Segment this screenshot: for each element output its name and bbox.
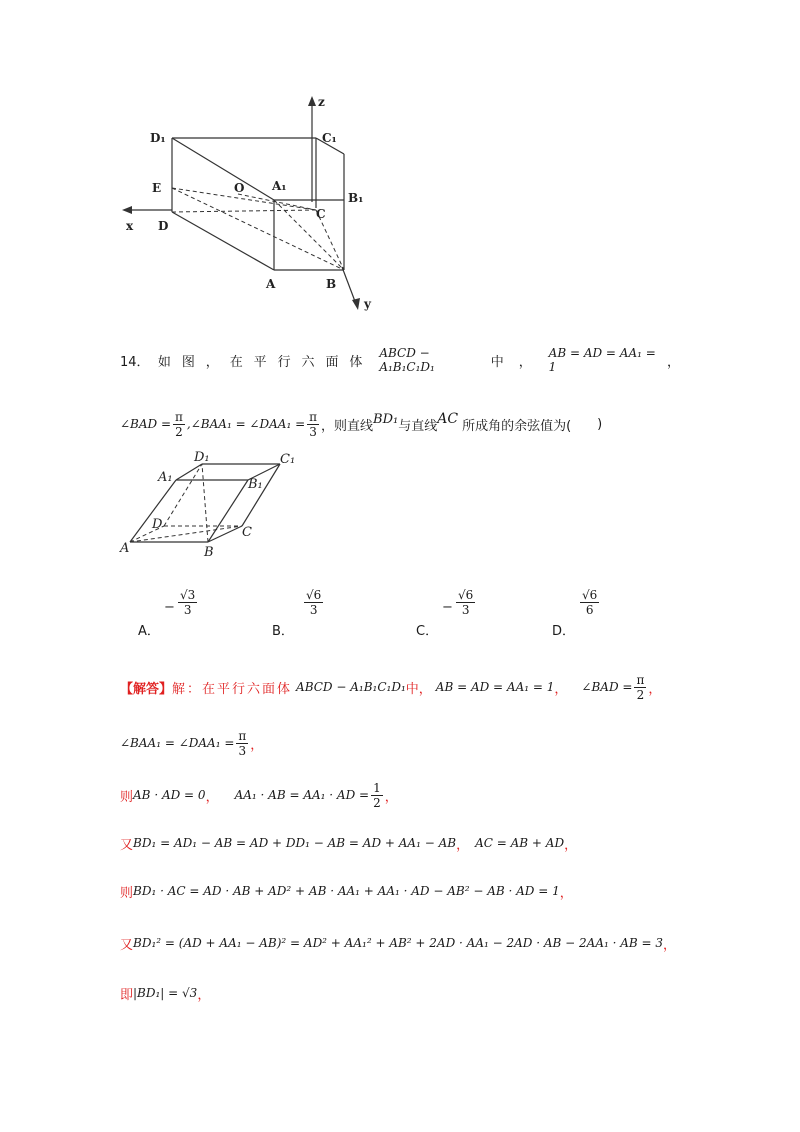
label-y: y bbox=[364, 297, 371, 311]
stem-end-comma: ， bbox=[666, 354, 680, 370]
label-x: x bbox=[126, 219, 134, 233]
question-number: 14． bbox=[120, 354, 150, 370]
option-d[interactable]: D． $\frac{√6}{6}$ bbox=[552, 588, 598, 639]
label-A1: A₁ bbox=[272, 179, 287, 193]
solution-dot-product: BD₁ · AC = AD · AB + AD² + AB · AA₁ + AA₁ · AD − AB² − AB · AD = 1 bbox=[133, 884, 560, 898]
option-b-value: $\frac{√6}{3}$ bbox=[306, 588, 322, 617]
stem-char: 行 bbox=[277, 354, 291, 370]
solution-comma-2: ， bbox=[648, 681, 662, 697]
option-d-value: $\frac{√6}{6}$ bbox=[582, 588, 598, 617]
label-B: B bbox=[204, 545, 214, 560]
given-lengths: AB = AD = AA₁ = 1 bbox=[548, 346, 656, 374]
label-D: D bbox=[152, 517, 163, 532]
stem-char: 在 bbox=[229, 354, 243, 370]
figure-parallelepiped bbox=[118, 448, 308, 560]
pi-over-2: $\frac{\pi}{2}$ bbox=[175, 409, 183, 439]
solution-zhong: 中， bbox=[405, 681, 432, 697]
solution-you-2: 又 bbox=[120, 937, 134, 953]
line-bd1: BD₁ bbox=[373, 411, 399, 427]
label-D: D bbox=[158, 219, 169, 233]
solution-comma-7: ， bbox=[564, 837, 578, 853]
solution-ze-2: 则 bbox=[120, 885, 134, 901]
solution-pi-over-2: $\frac{\pi}{2}$ bbox=[636, 672, 645, 702]
question-line-1 bbox=[120, 348, 680, 372]
label-A: A bbox=[120, 541, 130, 556]
label-z: z bbox=[318, 95, 325, 109]
label-E: E bbox=[152, 181, 162, 195]
label-C: C bbox=[242, 525, 252, 540]
solution-line-3 bbox=[120, 776, 398, 814]
option-c[interactable]: C． − $\frac{√6}{3}$ bbox=[416, 588, 474, 639]
solution-line-5 bbox=[120, 878, 573, 904]
question-line-2 bbox=[120, 404, 602, 444]
stem-char: 如 bbox=[157, 354, 171, 370]
ask-text-1: ，则直线 bbox=[321, 418, 374, 434]
label-A1: A₁ bbox=[158, 470, 173, 485]
option-a[interactable]: A． − $\frac{√3}{3}$ bbox=[138, 588, 196, 639]
solution-angles: ∠BAA₁ = ∠DAA₁ = bbox=[120, 736, 235, 750]
stem-zhong: 中 bbox=[490, 354, 504, 370]
solution-bd1-vector: BD₁ = AD₁ − AB = AD + DD₁ − AB = AD + AA₁ − AB bbox=[133, 836, 457, 850]
solution-comma-9: ， bbox=[663, 937, 677, 953]
solution-comma-1: ， bbox=[554, 681, 568, 697]
solution-intro: 解：在平行六面体 bbox=[172, 681, 293, 697]
solution-line-2 bbox=[120, 724, 263, 762]
stem-comma: ， bbox=[518, 354, 532, 370]
pi-over-3: $\frac{\pi}{3}$ bbox=[309, 409, 318, 439]
label-C1: C₁ bbox=[280, 452, 296, 467]
solution-you-1: 又 bbox=[120, 837, 134, 853]
solid-name: ABCD − A₁B₁C₁D₁ bbox=[379, 346, 435, 374]
stem-char: 体 bbox=[349, 354, 363, 370]
solution-dot-zero: AB · AD = 0 bbox=[133, 788, 206, 802]
line-ac: AC bbox=[437, 411, 459, 427]
stem-char: 面 bbox=[325, 354, 339, 370]
option-a-value: $\frac{√3}{3}$ bbox=[180, 588, 196, 617]
label-C1: C₁ bbox=[322, 131, 337, 145]
solution-square: BD₁² = (AD + AA₁ − AB)² = AD² + AA₁² + AB² + 2AD · AA₁ − 2AD · AB − 2AA₁ · AB = 3 bbox=[133, 936, 664, 950]
angle-baa1-daa1: ,∠BAA₁ = ∠DAA₁ = bbox=[186, 417, 306, 431]
label-B1: B₁ bbox=[248, 477, 263, 492]
stem-char: ， bbox=[205, 354, 219, 370]
solution-one-half: $\frac{1}{2}$ bbox=[373, 780, 381, 810]
ask-text-2: 与直线 bbox=[398, 418, 438, 434]
solution-line-4 bbox=[120, 830, 577, 856]
solution-ze-1: 则 bbox=[120, 789, 134, 805]
solution-comma-10: ， bbox=[197, 987, 211, 1003]
solution-abs: |BD₁| = √3 bbox=[133, 986, 198, 1000]
stem-char: 平 bbox=[253, 354, 267, 370]
solution-line-7 bbox=[120, 980, 210, 1006]
label-D1: D₁ bbox=[194, 450, 210, 465]
ask-text-3: 所成角的余弦值为( bbox=[462, 418, 572, 434]
solution-comma-5: ， bbox=[384, 789, 398, 805]
figure-coordinate-prism bbox=[120, 90, 400, 330]
solution-comma-3: ， bbox=[250, 737, 264, 753]
stem-char: 图 bbox=[181, 354, 195, 370]
solution-dot-half: AA₁ · AB = AA₁ · AD = bbox=[234, 788, 370, 802]
option-b[interactable]: B． $\frac{√6}{3}$ bbox=[272, 588, 322, 639]
label-A: A bbox=[266, 277, 276, 291]
solution-angle-bad: ∠BAD = bbox=[581, 680, 633, 694]
y-axis bbox=[342, 267, 356, 304]
label-B: B bbox=[326, 277, 337, 291]
label-D1: D₁ bbox=[150, 131, 166, 145]
solution-tag: 【解答】 bbox=[120, 681, 173, 697]
paren-close: ) bbox=[597, 416, 603, 432]
solution-line-1 bbox=[120, 670, 661, 704]
angle-bad: ∠BAD = bbox=[120, 417, 172, 431]
stem-char: 六 bbox=[301, 354, 315, 370]
solution-line-6 bbox=[120, 930, 676, 956]
label-O: O bbox=[234, 181, 245, 195]
solution-given: AB = AD = AA₁ = 1 bbox=[435, 680, 555, 694]
label-B1: B₁ bbox=[348, 191, 364, 205]
solution-comma-4: ， bbox=[205, 789, 219, 805]
solution-comma-8: ， bbox=[559, 885, 573, 901]
label-C: C bbox=[316, 207, 326, 221]
solution-ji: 即 bbox=[120, 987, 134, 1003]
solution-pi-over-3: $\frac{\pi}{3}$ bbox=[238, 728, 247, 758]
solution-ac-vector: AC = AB + AD bbox=[475, 836, 565, 850]
solution-comma-6: ， bbox=[456, 837, 470, 853]
solution-solid: ABCD − A₁B₁C₁D₁ bbox=[296, 680, 406, 694]
option-c-value: $\frac{√6}{3}$ bbox=[458, 588, 474, 617]
